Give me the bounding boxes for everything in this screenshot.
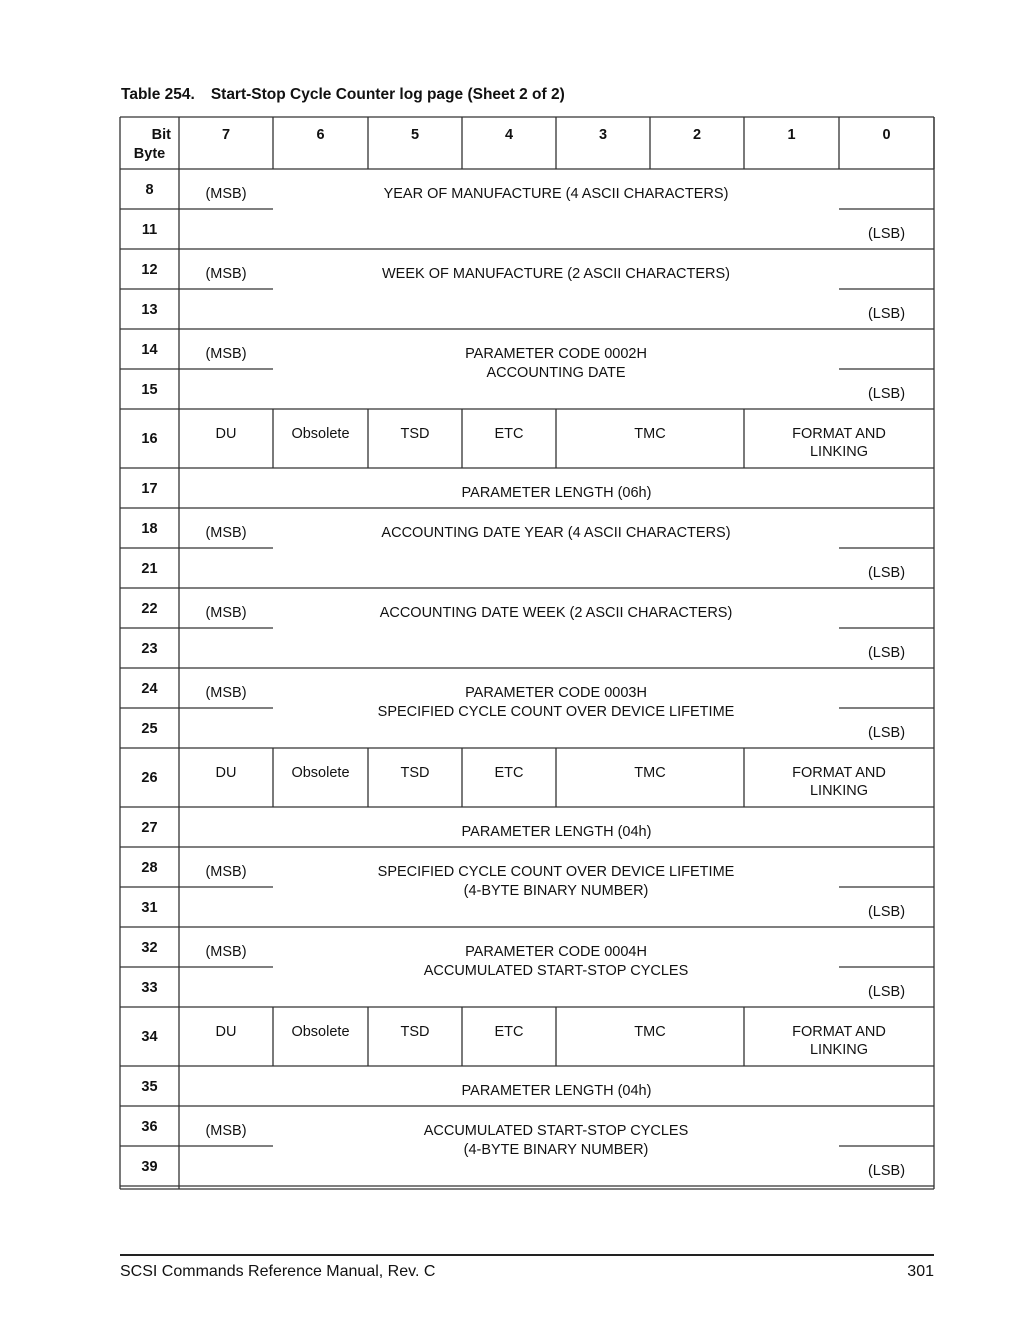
header-bit-7: 7 [221, 127, 231, 143]
field-name: ACCOUNTING DATE [486, 365, 626, 381]
byte-number: 15 [141, 382, 158, 398]
lsb-label: (LSB) [867, 226, 906, 242]
obsolete-bit: Obsolete [291, 765, 350, 781]
byte-number: 35 [141, 1079, 158, 1095]
field-name: ACCUMULATED START-STOP CYCLES [423, 1123, 689, 1139]
lsb-label: (LSB) [867, 1163, 906, 1179]
parameter-length: PARAMETER LENGTH (04h) [461, 1083, 652, 1099]
header-bit-6: 6 [316, 127, 325, 143]
byte-number: 11 [141, 222, 158, 238]
msb-label: (MSB) [205, 186, 247, 202]
header-bit-2: 2 [692, 127, 702, 143]
du-bit: DU [215, 765, 237, 781]
header-bit-5: 5 [410, 127, 420, 143]
etc-bit: ETC [494, 426, 524, 442]
byte-number: 18 [141, 521, 158, 537]
byte-number: 25 [141, 721, 158, 737]
byte-number: 39 [141, 1159, 158, 1175]
byte-number: 36 [141, 1119, 158, 1135]
msb-label: (MSB) [205, 346, 247, 362]
header-byte-label: Byte [133, 146, 166, 162]
footer-manual-title: SCSI Commands Reference Manual, Rev. C [120, 1263, 436, 1280]
field-name: PARAMETER CODE 0002H [465, 346, 647, 362]
field-name: ACCUMULATED START-STOP CYCLES [423, 963, 689, 979]
byte-number: 12 [141, 262, 158, 278]
log-page-table [120, 117, 934, 1189]
field-name: SPECIFIED CYCLE COUNT OVER DEVICE LIFETIME [377, 864, 735, 880]
table-number: Table 254. [121, 86, 195, 103]
lsb-label: (LSB) [867, 306, 906, 322]
msb-label: (MSB) [205, 266, 247, 282]
lsb-label: (LSB) [867, 386, 906, 402]
du-bit: DU [215, 1024, 237, 1040]
tsd-bit: TSD [400, 1024, 430, 1040]
parameter-length: PARAMETER LENGTH (06h) [461, 485, 652, 501]
msb-label: (MSB) [205, 525, 247, 541]
header-bit-4: 4 [504, 127, 514, 143]
tsd-bit: TSD [400, 426, 430, 442]
footer-page-number: 301 [907, 1263, 934, 1280]
byte-number: 28 [141, 860, 158, 876]
lsb-label: (LSB) [867, 904, 906, 920]
obsolete-bit: Obsolete [291, 1024, 350, 1040]
msb-label: (MSB) [205, 944, 247, 960]
header-bit-1: 1 [787, 127, 796, 143]
lsb-label: (LSB) [867, 984, 906, 1000]
byte-number: 34 [141, 1029, 158, 1045]
msb-label: (MSB) [205, 1123, 247, 1139]
byte-number: 21 [141, 561, 158, 577]
tmc-field: TMC [634, 765, 666, 781]
byte-number: 26 [141, 770, 158, 786]
field-name: WEEK OF MANUFACTURE (2 ASCII CHARACTERS) [381, 266, 731, 282]
byte-number: 22 [141, 601, 158, 617]
header-bit-3: 3 [598, 127, 608, 143]
etc-bit: ETC [494, 1024, 524, 1040]
field-name: PARAMETER CODE 0004H [465, 944, 647, 960]
byte-number: 17 [141, 481, 158, 497]
tmc-field: TMC [634, 426, 666, 442]
lsb-label: (LSB) [867, 565, 906, 581]
lsb-label: (LSB) [867, 725, 906, 741]
tmc-field: TMC [634, 1024, 666, 1040]
byte-number: 16 [141, 431, 158, 447]
field-name: YEAR OF MANUFACTURE (4 ASCII CHARACTERS) [383, 186, 729, 202]
field-name: PARAMETER CODE 0003H [465, 685, 647, 701]
byte-number: 23 [141, 641, 158, 657]
byte-number: 13 [141, 302, 158, 318]
field-name: (4-BYTE BINARY NUMBER) [463, 883, 649, 899]
obsolete-bit: Obsolete [291, 426, 350, 442]
byte-number: 8 [145, 182, 154, 198]
format-and-linking-field: FORMAT AND LINKING [792, 765, 886, 799]
msb-label: (MSB) [205, 605, 247, 621]
byte-number: 32 [141, 940, 158, 956]
header-bit-0: 0 [882, 127, 891, 143]
msb-label: (MSB) [205, 864, 247, 880]
byte-number: 33 [141, 980, 158, 996]
parameter-length: PARAMETER LENGTH (04h) [461, 824, 652, 840]
field-name: SPECIFIED CYCLE COUNT OVER DEVICE LIFETIME [377, 704, 735, 720]
table-title: Start-Stop Cycle Counter log page (Sheet 2 of 2) [210, 86, 565, 103]
footer-rule [120, 1254, 934, 1256]
msb-label: (MSB) [205, 685, 247, 701]
field-name: ACCOUNTING DATE WEEK (2 ASCII CHARACTERS) [379, 605, 733, 621]
header-bit-label: Bit [151, 127, 171, 143]
du-bit: DU [215, 426, 237, 442]
format-and-linking-field: FORMAT AND LINKING [792, 426, 886, 460]
byte-number: 31 [141, 900, 158, 916]
byte-number: 27 [141, 820, 158, 836]
tsd-bit: TSD [400, 765, 430, 781]
byte-number: 14 [141, 342, 158, 358]
etc-bit: ETC [494, 765, 524, 781]
field-name: ACCOUNTING DATE YEAR (4 ASCII CHARACTERS) [381, 525, 731, 541]
byte-number: 24 [141, 681, 158, 697]
field-name: (4-BYTE BINARY NUMBER) [463, 1142, 649, 1158]
format-and-linking-field: FORMAT AND LINKING [792, 1024, 886, 1058]
table-caption [121, 86, 565, 104]
lsb-label: (LSB) [867, 645, 906, 661]
